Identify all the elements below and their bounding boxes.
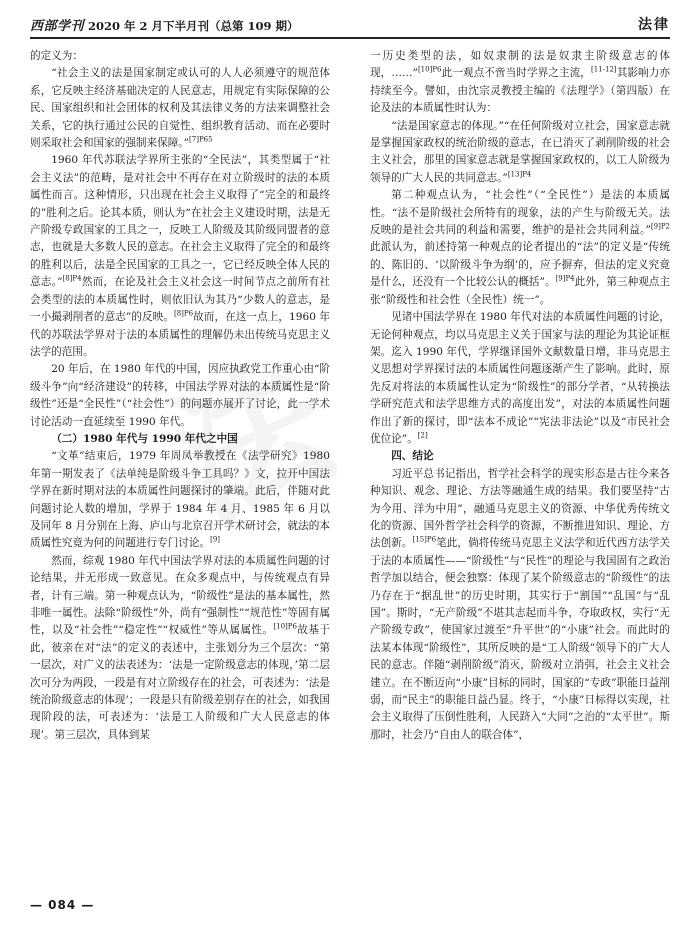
citation-marker: [15]P6 xyxy=(412,535,437,544)
paragraph-text: 20 年后，在 1980 年代的中国，因应执政党工作重心由“阶级斗争”向“经济建设”的转移，中国法学界对法的本质属性是“阶级性”还是“全民性”（“社会性”）的问题亦展开了讨论，此一学术讨论活动一直延续至 1990 年代。 xyxy=(30,363,330,428)
paragraph-text: 然而，综观 1980 年代中国法学界对法的本质属性问题的讨论结果，并无形成一致意见。在众多观点中，与传统观点有异者，计有三端。第一种观点认为，“阶级性”是法的基本属性，然非唯一属性。法除“阶级性”外，尚有“强制性”“规范性”等固有属性，以及“社会性”“稳定性”“权威性”等从属属性。 xyxy=(30,554,330,637)
section-heading xyxy=(30,431,330,448)
citation-marker: [13]P4 xyxy=(507,170,532,179)
journal-name: 西部学刊 xyxy=(30,19,85,34)
citation-marker: [9]P4 xyxy=(555,274,575,283)
paragraph xyxy=(30,361,330,431)
paragraph xyxy=(370,187,670,309)
paragraph-text: 第二种观点认为，“社会性”（“全民性”）是法的本质属性。“法不是阶级社会所特有的现象，法的产生与阶级无关。法反映的是社会共同的利益和需要，维护的是社会共同利益。” xyxy=(370,189,670,237)
paragraph-text: 见诸中国法学界在 1980 年代对法的本质属性问题的讨论，无论何种观点，均以马克思主义关于国家与法的理论为其论证框架。迄入 1990 年代，学界继译国外文献数量日增，非马克思主义思想对学界探讨法的本质属性问题逐渐产生了影响。此时，原先反对将法的本质属性认定为“阶级性”的部分学者，“从转换法学研究范式和法学思维方式的高度出发”，对法的本质属性问题作出了新的探讨，即“法本不成论”“宪法非法论”以及“市民社会优位论”。 xyxy=(370,311,670,445)
right-column xyxy=(370,48,670,883)
paragraph-text: 然而，在论及社会主义社会这一时间节点之前所有社会类型的法的本质属性时，则依旧认为其乃“少数人的意志，是一小撮剥削者的意志”的反映。 xyxy=(30,276,330,324)
paragraph xyxy=(30,448,330,552)
paragraph-text: 故基于此，彼亲在对“法”的定义的表述中，主张划分为三个层次：“第一层次，对广义的法表述为：‘法是一定阶级意志的体现，’第二层次可分为两段，一段是有对立阶级存在的社会，可表述为：‘法是统治阶级意志的体现’；一段是只有阶级差别存在的社会，如我国现阶段的法，可表述为：‘法是工人阶级和广大人民意志的体现’。第三层次，具体到某 xyxy=(30,624,330,741)
paragraph-text: （二）1980 年代与 1990 年代之中国 xyxy=(51,432,238,445)
paragraph-text: 1960 年代苏联法学界所主张的“全民法”，其类型属于“社会主义法”的范畴，是对社会中不再存在对立阶级时的法的本质属性而言。这种情形，只出现在社会主义取得了“完全的和最终的”胜利之后。论其本质，则认为“在社会主义建设时期，法是无产阶级专政国家的工具之一，反映工人阶级及其阶级同盟者的意志，也就是大多数人民的意志。在社会主义取得了完全的和最终的胜利以后，法是全民国家的工具之一，它已经反映全体人民的意志。” xyxy=(30,154,330,289)
section-label: 法律 xyxy=(638,17,670,33)
paragraph xyxy=(370,466,670,745)
citation-marker: [9] xyxy=(210,535,221,544)
paragraph-text: 一历史类型的法，如奴隶制的法是奴隶主阶级意志的体现，……” xyxy=(370,50,670,80)
citation-marker: [8]P6 xyxy=(173,309,194,318)
citation-marker: [8]P4 xyxy=(62,274,82,283)
paragraph-text: 习近平总书记指出，哲学社会科学的现实形态是古往今来各种知识、观念、理论、方法等融通生成的结果。我们要坚持“古为今用、洋为中用”，融通马克思主义的资源、中华优秀传统文化的资源、国外哲学社会科学的资源，不断推进知识、理论、方法创新。 xyxy=(370,467,670,550)
paragraph-text: 笔此，倘将传统马克思主义法学和近代西方法学关于法的本质属性——“阶级性”与“民性”的理论与我国固有之政治哲学加以结合，便会独察：体现了某个阶级意志的“阶级性”的法乃存在于“据乱世”的历史时期，其实行于“割国”“乱国”与“乱国”。斯时，“无产阶级”不堪其志起而斗争，夺取政权，实行“无产阶级专政”，使国家过渡至“升平世”的“小康”社会。而此时的法某本体现“阶级性”，其所反映的是“工人阶级”领导下的广大人民的意志。伴随“剥削阶级”消灭，阶级对立消弭，社会主义社会建立。在不断迈向“小康”目标的同时，国家的“专政”职能日益削弱，而“民主”的职能日益凸显。终于，“小康”日标得以实现，社会主义取得了压倒性胜利，人民跻入“大同”之治的“太平世”。斯那时，社会乃“自由人的联合体”， xyxy=(370,537,670,741)
citation-marker: [9]P2 xyxy=(650,222,670,231)
citation-marker: [11-12] xyxy=(590,65,617,74)
paragraph-text: 此一观点不啻当时学界之主流， xyxy=(441,67,591,80)
citation-marker: [10]P6 xyxy=(417,65,442,74)
citation-marker: [2] xyxy=(417,431,428,440)
paragraph-text: 故而，在这一点上，1960 年代的苏联法学界对于法的本质属性的理解仍未出传统马克思主义法学的范围。 xyxy=(30,311,330,358)
citation-marker: [7]P65 xyxy=(189,135,213,144)
citation-marker: [10]P6 xyxy=(273,622,297,631)
paragraph xyxy=(30,65,330,152)
running-header xyxy=(30,12,670,39)
paragraph xyxy=(30,553,330,744)
page-number: — 084 — xyxy=(30,898,95,912)
paragraph xyxy=(370,309,670,448)
paragraph-text: 的定义为： xyxy=(30,50,83,62)
paragraph-text: 其影响力亦持续至今。譬如，由沈宗灵教授主编的《法理学》（第四版）在论及法的本质属性时认为： xyxy=(370,67,670,115)
paragraph-text: 此外，第三种观点主张“阶级性和社会性（全民性）统一”。 xyxy=(370,276,670,306)
paragraph xyxy=(370,118,670,188)
paragraph-text: 四、结论 xyxy=(391,450,434,463)
paragraph-text: “文革”结束后，1979 年周凤举教授在《法学研究》1980 年第一期发表了《法单纯是阶级斗争工具吗？》文，拉开中国法学界在新时期对法的本质属性问题探讨的肇端。此后，伴随对此问题讨论人数的增加，学界于 1984 年 4 月、1985 年 6 月以及同年 8 月分别在上海、庐山与北京召开学术研讨会，就法的本质属性究竟为何的问题进行专门讨论。 xyxy=(30,450,330,550)
paragraph-text: “法是国家意志的体现。”“在任何阶级对立社会，国家意志就是掌握国家政权的统治阶级的意志，在已消灭了剥削阶级的社会主义社会，那里的国家意志就是掌握国家政权的，以工人阶级为领导的广大人民的共同意志。” xyxy=(370,119,670,184)
paragraph xyxy=(30,152,330,361)
issue-info: 2020 年 2 月下半月刊（总第 109 期） xyxy=(88,19,299,33)
paragraph xyxy=(370,48,670,118)
paragraph-text: 此派认为，前述持第一种观点的论者提出的“法”的定义是“传统的、陈旧的、‘以阶级斗争为纲’的，应予摒弃，但法的定义究竟是什么，还没有一个比较公认的概括”。 xyxy=(370,241,670,289)
left-column xyxy=(30,48,330,883)
paragraph xyxy=(30,48,330,65)
header-left xyxy=(30,15,299,34)
paragraph-text: “社会主义的法是国家制定或认可的人人必须遵守的规范体系，它反映主经济基础决定的人民意志，用规定有实际保障的公民、国家组织和社会团体的权利及其法律义务的方法来调整社会关系，它的执行通过公民的自觉性、组织教育活动、而在必要时则采取社会和国家的强制来保障。” xyxy=(30,67,330,150)
section-heading xyxy=(370,448,670,465)
